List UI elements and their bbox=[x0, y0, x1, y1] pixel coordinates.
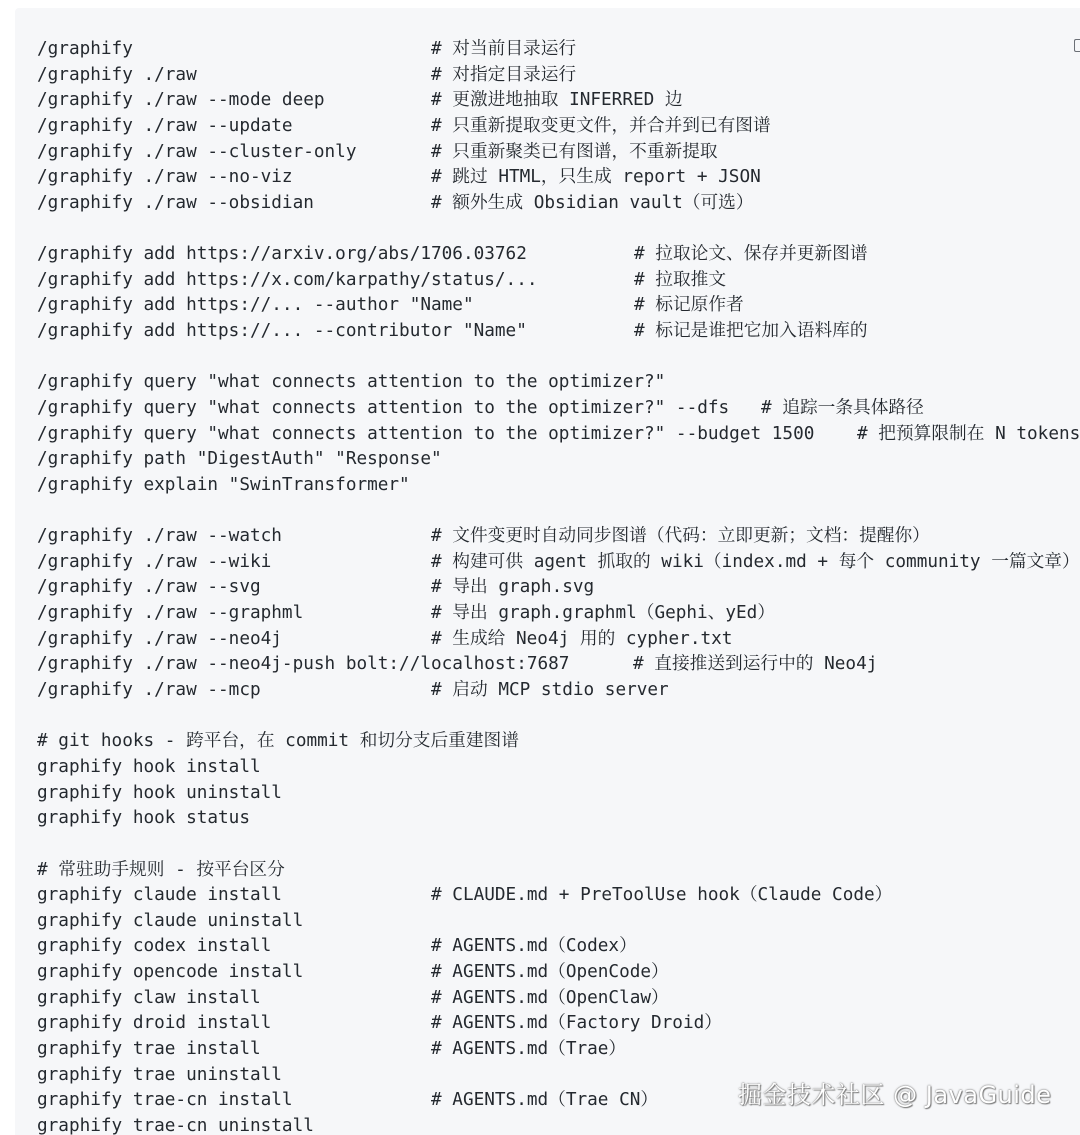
comment-text: # 启动 MCP stdio server bbox=[431, 680, 669, 701]
command-text: graphify trae-cn uninstall bbox=[37, 1115, 314, 1135]
command-text: graphify claude uninstall bbox=[37, 910, 304, 931]
code-block bbox=[15, 8, 1080, 1135]
command-text: /graphify add https://x.com/karpathy/status/... bbox=[37, 269, 538, 290]
command-text: /graphify ./raw --neo4j-push bolt://localhost:7687 bbox=[37, 654, 570, 675]
comment-text: # CLAUDE.md + PreToolUse hook（Claude Code） bbox=[431, 885, 893, 906]
comment-text: # AGENTS.md（OpenClaw） bbox=[431, 987, 669, 1008]
command-text: graphify hook status bbox=[37, 808, 250, 829]
comment-text: # 标记原作者 bbox=[634, 295, 744, 316]
command-text: /graphify query "what connects attention to the optimizer?" --dfs bbox=[37, 397, 730, 418]
command-text: /graphify ./raw --wiki bbox=[37, 551, 272, 572]
command-text: # git hooks - 跨平台，在 commit 和切分支后重建图谱 bbox=[37, 731, 519, 752]
command-text: /graphify query "what connects attention to the optimizer?" --budget 1500 bbox=[37, 423, 815, 444]
comment-text: # 拉取论文、保存并更新图谱 bbox=[634, 244, 868, 265]
command-text: graphify codex install bbox=[37, 936, 272, 957]
command-text: /graphify ./raw --mcp bbox=[37, 680, 261, 701]
command-text: /graphify ./raw --svg bbox=[37, 577, 261, 598]
command-text: /graphify query "what connects attention to the optimizer?" bbox=[37, 372, 666, 393]
command-text: /graphify bbox=[37, 39, 133, 59]
command-text: /graphify ./raw --cluster-only bbox=[37, 141, 357, 162]
comment-text: # 更激进地抽取 INFERRED 边 bbox=[431, 90, 683, 111]
comment-text: # 额外生成 Obsidian vault（可选） bbox=[431, 192, 754, 213]
comment-text: # 导出 graph.graphml（Gephi、yEd） bbox=[431, 603, 776, 624]
command-text: graphify claw install bbox=[37, 987, 261, 1008]
command-text: # 常驻助手规则 - 按平台区分 bbox=[37, 859, 285, 880]
comment-text: # AGENTS.md（Trae） bbox=[431, 1038, 627, 1059]
command-text: graphify trae install bbox=[37, 1038, 261, 1059]
comment-text: # AGENTS.md（OpenCode） bbox=[431, 962, 669, 983]
command-text: graphify opencode install bbox=[37, 962, 304, 983]
comment-text: # 拉取推文 bbox=[634, 269, 727, 290]
command-text: /graphify ./raw --update bbox=[37, 115, 293, 136]
command-text: graphify trae-cn install bbox=[37, 1090, 293, 1111]
comment-text: # 直接推送到运行中的 Neo4j bbox=[633, 654, 878, 675]
command-text: /graphify ./raw --graphml bbox=[37, 603, 304, 624]
command-text: /graphify ./raw --obsidian bbox=[37, 192, 314, 213]
command-text: graphify trae uninstall bbox=[37, 1064, 282, 1085]
command-text: /graphify ./raw bbox=[37, 64, 197, 85]
comment-text: # AGENTS.md（Factory Droid） bbox=[431, 1013, 722, 1034]
command-text: /graphify add https://... --contributor "Name" bbox=[37, 321, 527, 342]
comment-text: # 只重新聚类已有图谱，不重新提取 bbox=[431, 141, 718, 162]
comment-text: # 生成给 Neo4j 用的 cypher.txt bbox=[431, 628, 733, 649]
comment-text: # 跳过 HTML，只生成 report + JSON bbox=[431, 167, 761, 188]
comment-text: # 只重新提取变更文件，并合并到已有图谱 bbox=[431, 115, 771, 136]
comment-text: # 把预算限制在 N tokens bbox=[857, 423, 1080, 444]
comment-text: # 标记是谁把它加入语料库的 bbox=[634, 321, 868, 342]
comment-text: # 追踪一条具体路径 bbox=[761, 397, 924, 418]
copy-icon[interactable] bbox=[1074, 39, 1080, 52]
command-text: /graphify ./raw --watch bbox=[37, 526, 282, 547]
command-text: /graphify add https://... --author "Name" bbox=[37, 295, 474, 316]
watermark: 掘金技术社区 @ JavaGuide bbox=[738, 1081, 1052, 1109]
comment-text: # AGENTS.md（Trae CN） bbox=[431, 1090, 659, 1111]
command-text: /graphify ./raw --mode deep bbox=[37, 90, 325, 111]
comment-text: # 对指定目录运行 bbox=[431, 64, 577, 85]
comment-text: # 对当前目录运行 bbox=[431, 39, 577, 59]
comment-text: # 导出 graph.svg bbox=[431, 577, 595, 598]
command-text: graphify hook uninstall bbox=[37, 782, 282, 803]
comment-text: # 构建可供 agent 抓取的 wiki（index.md + 每个 community 一篇文章） bbox=[431, 551, 1080, 572]
command-text: graphify droid install bbox=[37, 1013, 272, 1034]
comment-text: # 文件变更时自动同步图谱（代码：立即更新；文档：提醒你） bbox=[431, 526, 930, 547]
command-text: graphify hook install bbox=[37, 756, 261, 777]
command-text: /graphify ./raw --neo4j bbox=[37, 628, 282, 649]
command-text: /graphify path "DigestAuth" "Response" bbox=[37, 449, 442, 470]
command-text: /graphify ./raw --no-viz bbox=[37, 167, 293, 188]
command-text: graphify claude install bbox=[37, 885, 282, 906]
command-text: /graphify add https://arxiv.org/abs/1706.03762 bbox=[37, 244, 527, 265]
comment-text: # AGENTS.md（Codex） bbox=[431, 936, 637, 957]
command-text: /graphify explain "SwinTransformer" bbox=[37, 474, 410, 495]
